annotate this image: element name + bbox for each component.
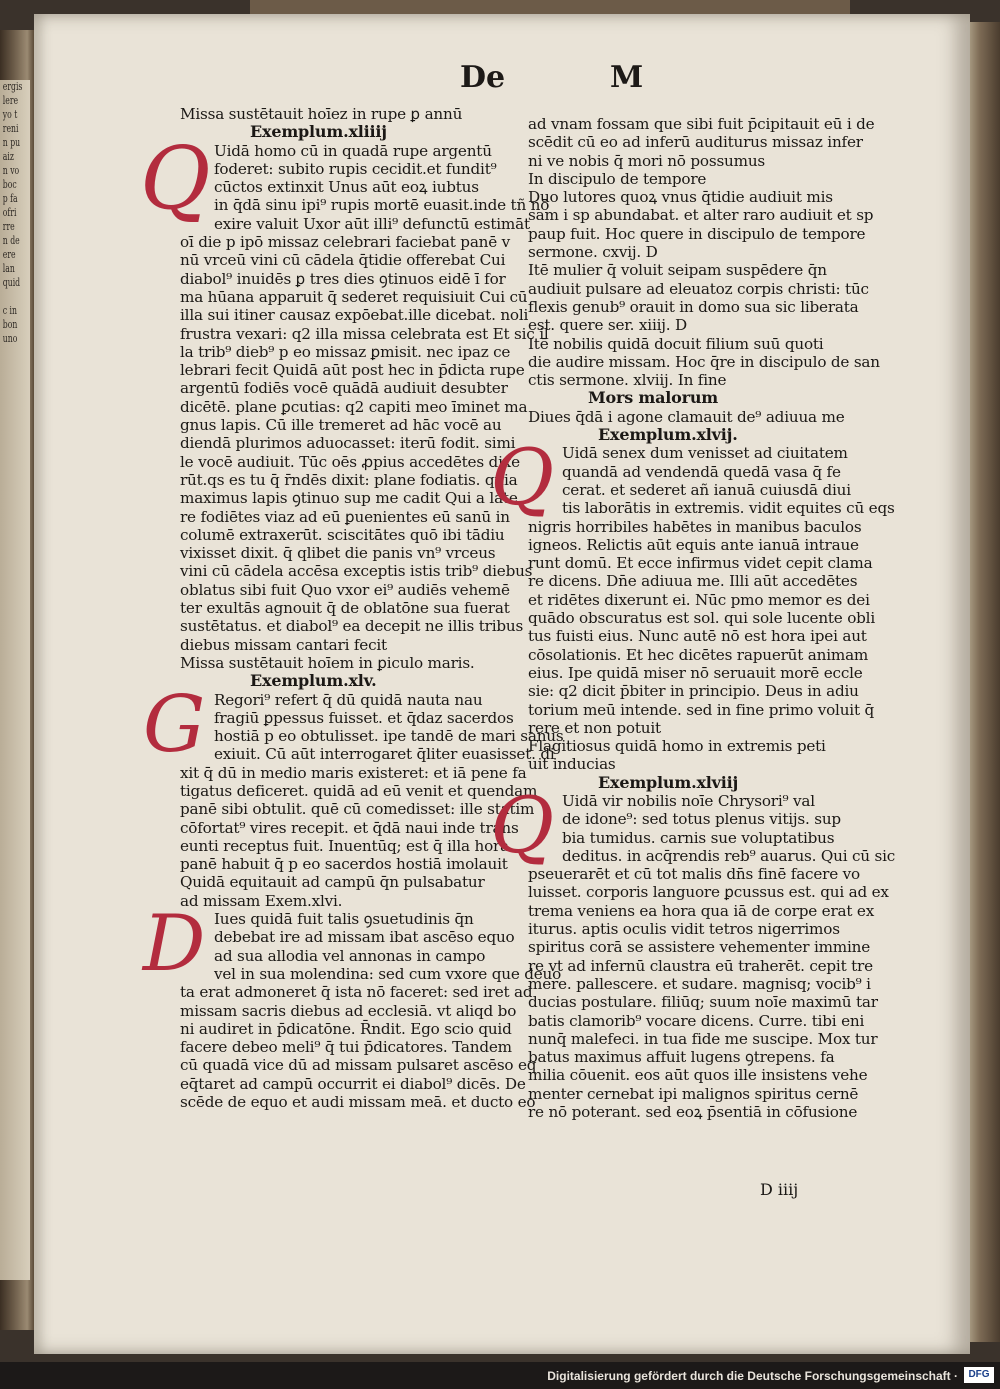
- section-heading: Exemplum.xliiij: [250, 122, 387, 142]
- text-line: milia cōuenit. eos aūt quos ille insistens vehe: [528, 1066, 868, 1085]
- text-line: diabol⁹ inuidēs ꝑ tres dies ꝯtinuos eidē ī for: [180, 269, 506, 288]
- text-line: deditus. in acq̄rendis reb⁹ auarus. Qui cū sic: [562, 846, 896, 865]
- footer-bar: [0, 1362, 1000, 1389]
- running-head: [420, 60, 660, 100]
- text-line: quandā ad vendendā quedā vasa q̄ fe: [562, 462, 841, 481]
- text-line: ni ve nobis q̄ mori nō possumus: [528, 151, 765, 170]
- book-right-edge: [966, 22, 1000, 1342]
- drop-initial: G: [142, 679, 206, 770]
- text-line: rere et non potuit: [528, 718, 661, 737]
- text-line: batis clamorib⁹ vocare dicens. Curre. tibi eni: [528, 1011, 865, 1030]
- text-line: eunti receptus fuit. Inuentūq; est q̄ illa hora: [180, 836, 509, 855]
- text-line: Itē nobilis quidā docuit filium suū quoti: [528, 334, 824, 353]
- drop-initial: Q: [140, 128, 211, 229]
- text-line: runt domū. Et ecce infirmus videt cepit clama: [528, 554, 873, 573]
- text-line: cōfortat⁹ vires recepit. et q̄dā naui inde trans: [180, 818, 519, 837]
- book-top-edge: [250, 0, 850, 14]
- text-line: vel in sua molendina: sed cum vxore que deuo: [214, 964, 562, 983]
- text-line: la trib⁹ dieb⁹ p eo missaz ꝑmisit. nec ipaz ce: [180, 342, 511, 361]
- text-line: torium meū intende. sed in fine primo voluit q̄: [528, 700, 875, 719]
- text-line: Uidā vir nobilis noīe Chrysori⁹ val: [562, 791, 815, 810]
- text-line: hostiā p eo obtulisset. ipe tandē de mari sanus: [214, 727, 564, 746]
- drop-initial: Q: [490, 433, 554, 524]
- text-line: diendā plurimos aduocasset: iterū fodit. simi: [180, 434, 516, 453]
- text-line: argentū fodiēs vocē quādā audiuit desubter: [180, 379, 508, 398]
- text-line: cū quadā vice dū ad missam pulsaret ascēso eq: [180, 1056, 537, 1075]
- text-line: sam i sp abundabat. et alter raro audiuit et sp: [528, 206, 874, 225]
- text-line: eq̄taret ad campū occurrit ei diabol⁹ dicēs. De: [180, 1074, 526, 1093]
- text-line: re fodiētes viaz ad eū ꝑuenientes eū sanū in: [180, 507, 510, 526]
- text-line: Diues q̄dā i agone clamauit de⁹ adiuua me: [528, 407, 845, 426]
- text-line: missam sacris diebus ad ecclesiā. vt aliqd bo: [180, 1001, 517, 1020]
- text-line: sustētatus. et diabol⁹ ea decepit ne illis tribus: [180, 617, 524, 636]
- text-line: ta erat admoneret q̄ ista nō faceret: sed iret ad: [180, 983, 533, 1002]
- left-page-text: ergis lere yo t reni n pu aiz n vo boc p fa ofri rre n de ere lan quid c in bon uno: [2, 80, 23, 345]
- text-line: ni audiret in p̄dicatōne. R̄ndit. Ego scio quid: [180, 1019, 512, 1038]
- text-line: Uidā senex dum venisset ad ciuitatem: [562, 444, 848, 463]
- text-line: igneos. Relictis aūt equis ante ianuā intraue: [528, 535, 859, 554]
- text-line: panē sibi obtulit. quē cū comedisset: ille statim: [180, 800, 535, 819]
- text-line: trema veniens ea hora qua iā de corpe erat ex: [528, 901, 875, 920]
- text-line: oī die p ipō missaz celebrari faciebat panē v: [180, 233, 511, 252]
- text-line: ad vnam fossam que sibi fuit p̄cipitauit eū i de: [528, 115, 875, 133]
- left-column: [140, 105, 564, 1112]
- text-line: vixisset dixit. q̄ qlibet die panis vn⁹ vrceus: [180, 544, 496, 563]
- text-line: sermone. cxvij. D: [528, 243, 658, 262]
- text-line: foderet: subito rupis cecidit.et fundit⁹: [214, 159, 497, 178]
- text-line: quādo obscuratus est sol. qui sole lucente obli: [528, 609, 875, 628]
- text-line: bia tumidus. carnis sue voluptatibus: [562, 828, 835, 847]
- text-line: pseuerarēt et cū tot malis dn̄s finē facere vo: [528, 865, 860, 884]
- text-line: sie: q2 dicit p̄biter in principio. Deus in adiu: [528, 682, 859, 701]
- funding-notice: Digitalisierung gefördert durch die Deutsche Forschungsgemeinschaft ·: [547, 1369, 958, 1383]
- text-line: illa sui itiner causaz expōebat.ille dicebat. noli: [180, 306, 529, 325]
- text-line: ducias postulare. filiūq; suum noīe maximū tar: [528, 993, 878, 1012]
- text-line: debebat ire ad missam ibat ascēso equo: [214, 928, 515, 947]
- text-line: ad missam Exem.xlvi.: [180, 891, 343, 910]
- text-line: re dicens. Dn̄e adiuua me. Illi aūt accedētes: [528, 572, 858, 591]
- drop-initial: Q: [490, 780, 554, 871]
- text-line: ctis sermone. xlviij. In fine: [528, 371, 727, 390]
- section-heading: Exemplum.xlv.: [250, 671, 377, 691]
- text-line: et ridētes dixerunt ei. Nūc pmo memor es dei: [528, 590, 870, 609]
- text-line: spiritus corā se assistere vehementer immine: [528, 938, 871, 957]
- text-line: exire valuit Uxor aūt illi⁹ defunctū estimāt: [214, 214, 530, 233]
- text-line: scēdit cū eo ad inferū auditurus missaz infer: [528, 133, 863, 152]
- text-line: cerat. et sederet añ ianuā cuiusdā diui: [562, 480, 851, 499]
- text-line: rūt.qs es tu q̄ r̄ndēs dixit: plane fodiatis. quia: [180, 470, 518, 489]
- text-line: Iues quidā fuit talis ꝯsuetudinis q̄n: [214, 910, 474, 929]
- text-line: est. quere ser. xiiij. D: [528, 316, 688, 335]
- text-line: ad sua allodia vel annonas in campo: [214, 946, 486, 965]
- text-line: ma hūana apparuit q̄ sederet requisiuit Cui cū: [180, 287, 528, 306]
- text-line: re vt ad infernū claustra eū traherēt. cepit tre: [528, 956, 873, 975]
- text-line: xit q̄ dū in medio maris existeret: et iā pene fa: [180, 763, 527, 782]
- text-line: cōsolationis. Et hec dicētes rapuerūt animam: [528, 645, 869, 664]
- section-heading: Mors malorum: [588, 388, 719, 408]
- text-line: Missa sustētauit hoīez in rupe ꝑ annū: [180, 105, 463, 123]
- text-line: uit inducias: [528, 755, 616, 774]
- text-line: frustra vexari: q2 illa missa celebrata est Et sic il: [180, 324, 549, 343]
- text-line: eius. Ipe quidā miser nō seruauit morē eccle: [528, 663, 863, 682]
- text-line: cūctos extinxit Unus aūt eoꝝ iubtus: [214, 178, 479, 197]
- text-line: in q̄dā sinu ipi⁹ rupis mortē euasit.inde tñ nō: [214, 196, 550, 215]
- text-line: Duo lutores quoꝝ vnus q̄tidie audiuit mis: [528, 188, 833, 207]
- text-line: de idone⁹: sed totus plenus vitijs. sup: [562, 810, 841, 829]
- text-line: diebus missam cantari fecit: [180, 635, 387, 654]
- text-line: panē habuit q̄ p eo sacerdos hostiā imolauit: [180, 855, 508, 874]
- section-heading: Exemplum.xlviij: [598, 772, 739, 792]
- text-line: oblatus sibi fuit Quo vxor ei⁹ audiēs vehemē: [180, 580, 510, 599]
- text-line: facere debeo meli⁹ q̄ tui p̄dicatores. Tandem: [180, 1038, 512, 1057]
- text-line: gnus lapis. Cū ille tremeret ad hāc vocē au: [180, 416, 502, 435]
- text-line: le vocē audiuit. Tūc oēs ꝓpius accedētes dixe: [180, 452, 520, 471]
- text-line: In discipulo de tempore: [528, 169, 707, 188]
- text-line: columē extraxerūt. sciscitātes quō ibi tādiu: [180, 525, 505, 544]
- text-line: tis laborātis in extremis. vidit equites cū eqs: [562, 499, 895, 518]
- running-head-left: De: [460, 60, 506, 95]
- text-line: nigris horribiles habētes in manibus baculos: [528, 517, 862, 536]
- section-heading: Exemplum.xlvij.: [598, 425, 738, 445]
- text-line: menter cernebat ipi malignos spiritus cernē: [528, 1084, 859, 1103]
- text-line: Itē mulier q̄ voluit seipam suspēdere q̄n: [528, 261, 827, 280]
- text-line: luisset. corporis languore ꝑcussus est. qui ad ex: [528, 883, 889, 902]
- text-line: iturus. aptis oculis vidit tetros nigerrimos: [528, 920, 840, 939]
- text-line: Flagitiosus quidā homo in extremis peti: [528, 737, 826, 756]
- text-line: paup fuit. Hoc quere in discipulo de tempore: [528, 224, 866, 243]
- text-line: audiuit pulsare ad eleuatoz corpis christi: tūc: [528, 279, 869, 298]
- text-line: batus maximus affuit lugens ꝯtrepens. fa: [528, 1048, 835, 1067]
- left-page-fragment: [0, 80, 30, 1280]
- text-line: Missa sustētauit hoīem in ꝑiculo maris.: [180, 653, 475, 672]
- text-line: die audire missam. Hoc q̄re in discipulo de san: [528, 352, 880, 371]
- drop-initial: D: [142, 899, 206, 990]
- text-line: Regori⁹ refert q̄ dū quidā nauta nau: [214, 690, 483, 709]
- text-line: Uidā homo cū in quadā rupe argentū: [214, 141, 492, 160]
- text-line: scēde de equo et audi missam meā. et ducto eo: [180, 1093, 536, 1112]
- dfg-logo: DFG: [964, 1367, 994, 1383]
- text-line: fragiū ꝑpessus fuisset. et q̄daz sacerdos: [214, 708, 514, 727]
- text-line: dicētē. plane ꝑcutias: q2 capiti meo īminet ma: [180, 397, 528, 416]
- text-line: ter exultās agnouit q̄ de oblatōne sua fuerat: [180, 599, 510, 618]
- right-column: [490, 115, 896, 1122]
- text-line: tus fuisti eius. Nunc autē nō est hora ipei aut: [528, 627, 867, 646]
- text-line: flexis genub⁹ orauit in domo sua sic liberata: [528, 297, 859, 316]
- running-head-right: M: [610, 60, 644, 95]
- text-line: vini cū cādela accēsa exceptis istis trib⁹ diebus: [180, 562, 533, 581]
- text-line: maximus lapis ꝯtinuo sup me cadit Qui a late: [180, 489, 518, 508]
- text-line: re nō poterant. sed eoꝝ p̄sentiā in cōfusione: [528, 1103, 858, 1122]
- text-line: nunq̄ malefeci. in tua fide me suscipe. Mox tur: [528, 1029, 878, 1048]
- text-line: mere. pallescere. et sudare. magnisq; vocib⁹ i: [528, 974, 871, 993]
- text-line: exiuit. Cū aūt interrogaret q̄liter euasisset. di: [214, 745, 555, 764]
- text-line: tigatus deficeret. quidā ad eū venit et quendam: [180, 781, 538, 800]
- text-line: nū vrceū vini cū cādela q̄tidie offerebat Cui: [180, 251, 506, 270]
- signature-mark: D iiij: [760, 1180, 799, 1199]
- text-line: Quidā equitauit ad campū q̄n pulsabatur: [180, 873, 485, 892]
- text-line: lebrari fecit Quidā aūt post hec in p̄dicta rupe: [180, 361, 525, 380]
